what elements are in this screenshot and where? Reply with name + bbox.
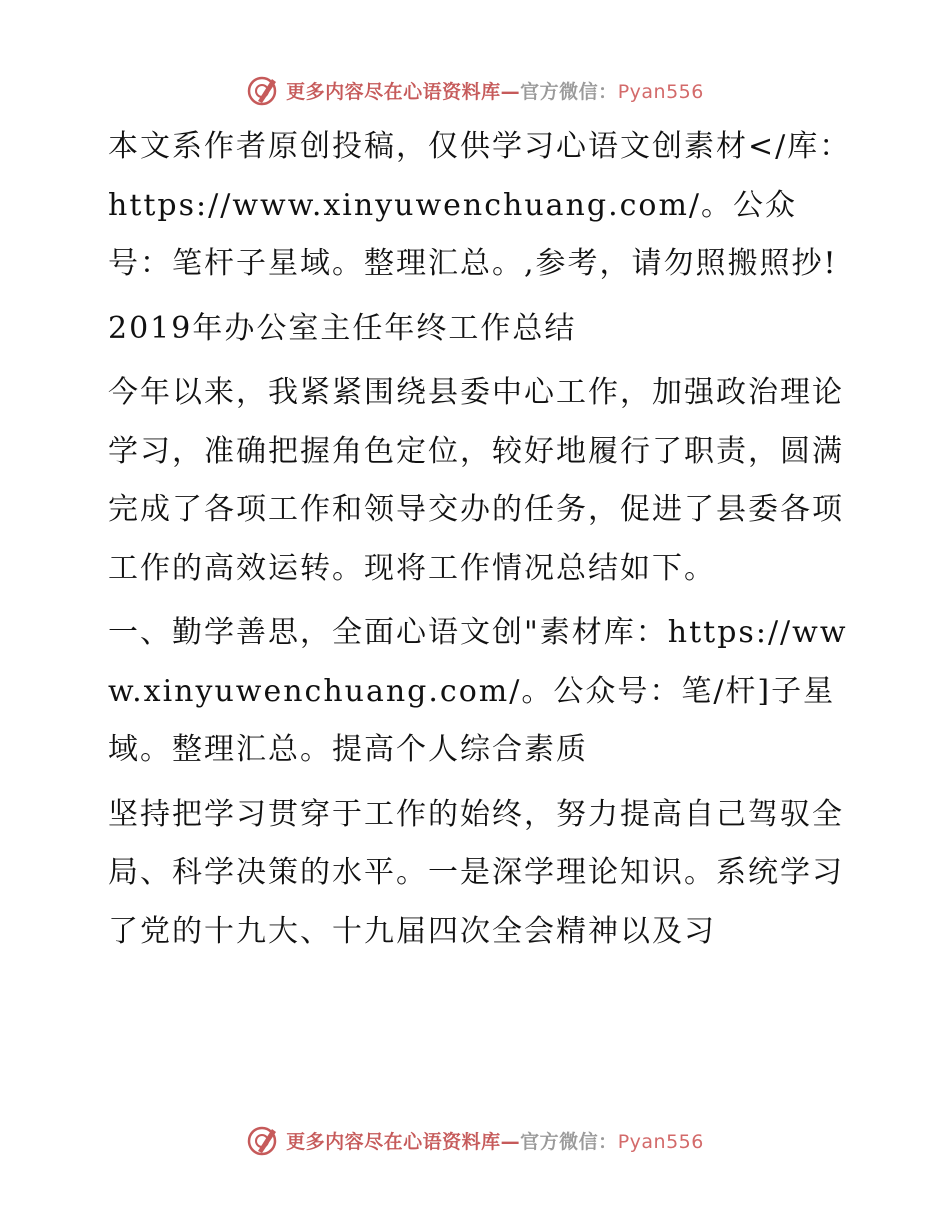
body-paragraph-1: 坚持把学习贯穿于工作的始终，努力提高自己驾驭全局、科学决策的水平。一是深学理论知识。系统学习了党的十九大、十九届四次全会精神以及习 — [108, 796, 844, 949]
intro-paragraph: 今年以来，我紧紧围绕县委中心工作，加强政治理论学习，准确把握角色定位，较好地履行了职责，圆满完成了各项工作和领导交办的任务，促进了县委各项工作的高效运转。现将工作情况总结如下。 — [108, 375, 844, 586]
section-heading-1: 一、勤学善思，全面心语文创"素材库：https://www.xinyuwenchuang.com/。公众号：笔/杆]子星域。整理汇总。提高个人综合素质 — [108, 615, 848, 767]
watermark-text — [286, 77, 704, 104]
document-title: 2019年办公室主任年终工作总结 — [108, 310, 577, 346]
watermark-banner-bottom — [0, 1120, 950, 1160]
pen-logo-icon — [246, 1123, 280, 1157]
watermark-sep: — — [500, 1130, 521, 1153]
document-body — [98, 118, 858, 967]
watermark-main: 更多内容尽在心语资料库 — [286, 1130, 501, 1153]
watermark-banner-top — [0, 70, 950, 110]
watermark-official: 官方微信： — [520, 80, 618, 103]
watermark-official: 官方微信： — [520, 1130, 618, 1153]
disclaimer-paragraph: 本文系作者原创投稿，仅供学习心语文创素材</库：https://www.xinyuwenchuang.com/。公众号：笔杆子星域。整理汇总。,参考，请勿照搬照抄! — [108, 129, 852, 281]
pen-logo-icon — [246, 73, 280, 107]
watermark-main: 更多内容尽在心语资料库 — [286, 80, 501, 103]
watermark-id: Pyan556 — [617, 80, 704, 103]
watermark-sep: — — [500, 80, 521, 103]
watermark-text — [286, 1127, 704, 1154]
watermark-id: Pyan556 — [617, 1130, 704, 1153]
